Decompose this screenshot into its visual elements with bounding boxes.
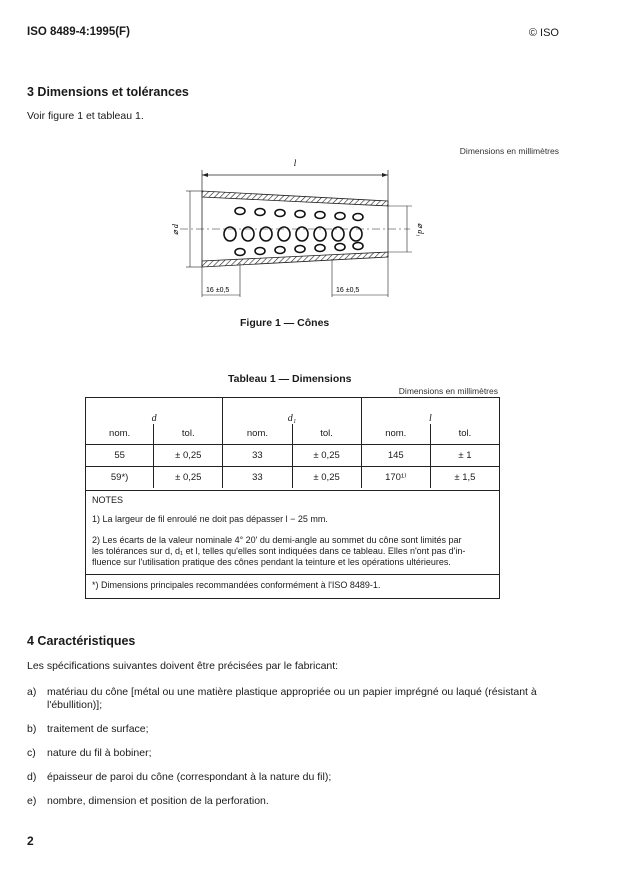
list-item <box>27 771 331 783</box>
cone-top-wall <box>202 191 388 206</box>
figure-units-note: Dimensions en millimètres <box>459 146 559 156</box>
cell-d1-nom: 33 <box>252 449 263 461</box>
cell-d1-nom: 33 <box>252 471 263 483</box>
section-3-intro: Voir figure 1 et tableau 1. <box>27 110 144 122</box>
list-item <box>27 686 537 698</box>
list-item <box>27 795 269 807</box>
page-number: 2 <box>27 834 34 848</box>
note-2-line-1: 2) Les écarts de la valeur nominale 4° 20' du demi-angle au sommet du cône sont limités par <box>92 535 462 545</box>
section-4-title: 4 Caractéristiques <box>27 634 136 648</box>
table-row <box>86 466 499 488</box>
list-item-text: matériau du cône [métal ou une matière plastique appropriée ou un papier imprégné ou laqué (résistant à <box>47 686 537 698</box>
dim-right-label: 16 ±0,5 <box>336 287 360 294</box>
subheader-tol: tol. <box>430 424 499 444</box>
list-item-label: c) <box>27 747 36 759</box>
perforation-holes <box>224 208 363 256</box>
figure-caption: Figure 1 — Cônes <box>240 317 330 329</box>
list-item-text: traitement de surface; <box>47 723 149 735</box>
cell-l-nom: 170¹⁾ <box>385 471 407 483</box>
section-4-intro: Les spécifications suivantes doivent être précisées par le fabricant: <box>27 660 339 672</box>
list-item <box>27 747 152 759</box>
list-item-continuation: l'ébullition)]; <box>47 699 103 711</box>
group-header-d1: d₁ <box>223 398 361 424</box>
cell-d1-tol: ± 0,25 <box>292 444 361 466</box>
copyright-mark: © ISO <box>528 27 559 39</box>
group-header-d: d <box>86 398 223 424</box>
subheader-nom: nom. <box>109 428 131 440</box>
cell-d-nom: 59*) <box>110 471 129 483</box>
section-3-title: 3 Dimensions et tolérances <box>27 85 189 99</box>
subheader-nom: nom. <box>246 428 268 440</box>
list-item-text: nature du fil à bobiner; <box>47 747 152 759</box>
cell-d-tol: ± 0,25 <box>154 444 223 466</box>
diameter-d1-label: ⌀ d₁ <box>416 223 425 237</box>
list-item-label: e) <box>27 795 37 807</box>
footnote-block <box>86 574 499 599</box>
notes-title: NOTES <box>92 495 124 505</box>
dimensions-table <box>85 397 500 599</box>
table-caption: Tableau 1 — Dimensions <box>228 373 352 385</box>
document-id: ISO 8489-4:1995(F) <box>27 26 130 38</box>
subheader-tol: tol. <box>154 424 223 444</box>
list-item-text: épaisseur de paroi du cône (correspondant à la nature du fil); <box>47 771 332 783</box>
list-item-text: nombre, dimension et position de la perforation. <box>47 795 269 807</box>
length-label: l <box>293 158 297 168</box>
group-header-l: l <box>428 413 432 424</box>
list-item-label: d) <box>27 771 37 783</box>
cell-d-nom: 55 <box>114 449 125 461</box>
subheader-nom: nom. <box>385 428 407 440</box>
dim-left-label: 16 ±0,5 <box>206 287 230 294</box>
table-units-note: Dimensions en millimètres <box>398 386 498 396</box>
subheader-tol: tol. <box>292 424 361 444</box>
notes-block <box>86 490 499 571</box>
list-item-label: b) <box>27 723 37 735</box>
footnote: *) Dimensions principales recommandées conformément à l'ISO 8489-1. <box>92 580 381 590</box>
cone-figure <box>160 155 430 305</box>
list-item <box>27 723 149 735</box>
cell-d1-tol: ± 0,25 <box>292 466 361 488</box>
dimensions-grid <box>86 398 499 488</box>
cell-l-tol: ± 1,5 <box>430 466 499 488</box>
table-row <box>86 444 499 466</box>
note-2-line-2: les tolérances sur d, d₁ et l, telles qu'elles sont indiquées dans ce tableau. Elles n'ont pas d'in- <box>92 546 466 556</box>
cone-bottom-wall <box>202 252 388 267</box>
cell-d-tol: ± 0,25 <box>154 466 223 488</box>
note-1: 1) La largeur de fil enroulé ne doit pas dépasser l − 25 mm. <box>92 514 328 524</box>
diameter-d-label: ⌀ d <box>171 224 180 235</box>
cell-l-tol: ± 1 <box>430 444 499 466</box>
cell-l-nom: 145 <box>387 449 404 461</box>
note-2-line-3: fluence sur l'utilisation pratique des cônes pendant la teinture et les opérations ultérieures. <box>92 557 451 567</box>
list-item-label: a) <box>27 686 37 698</box>
